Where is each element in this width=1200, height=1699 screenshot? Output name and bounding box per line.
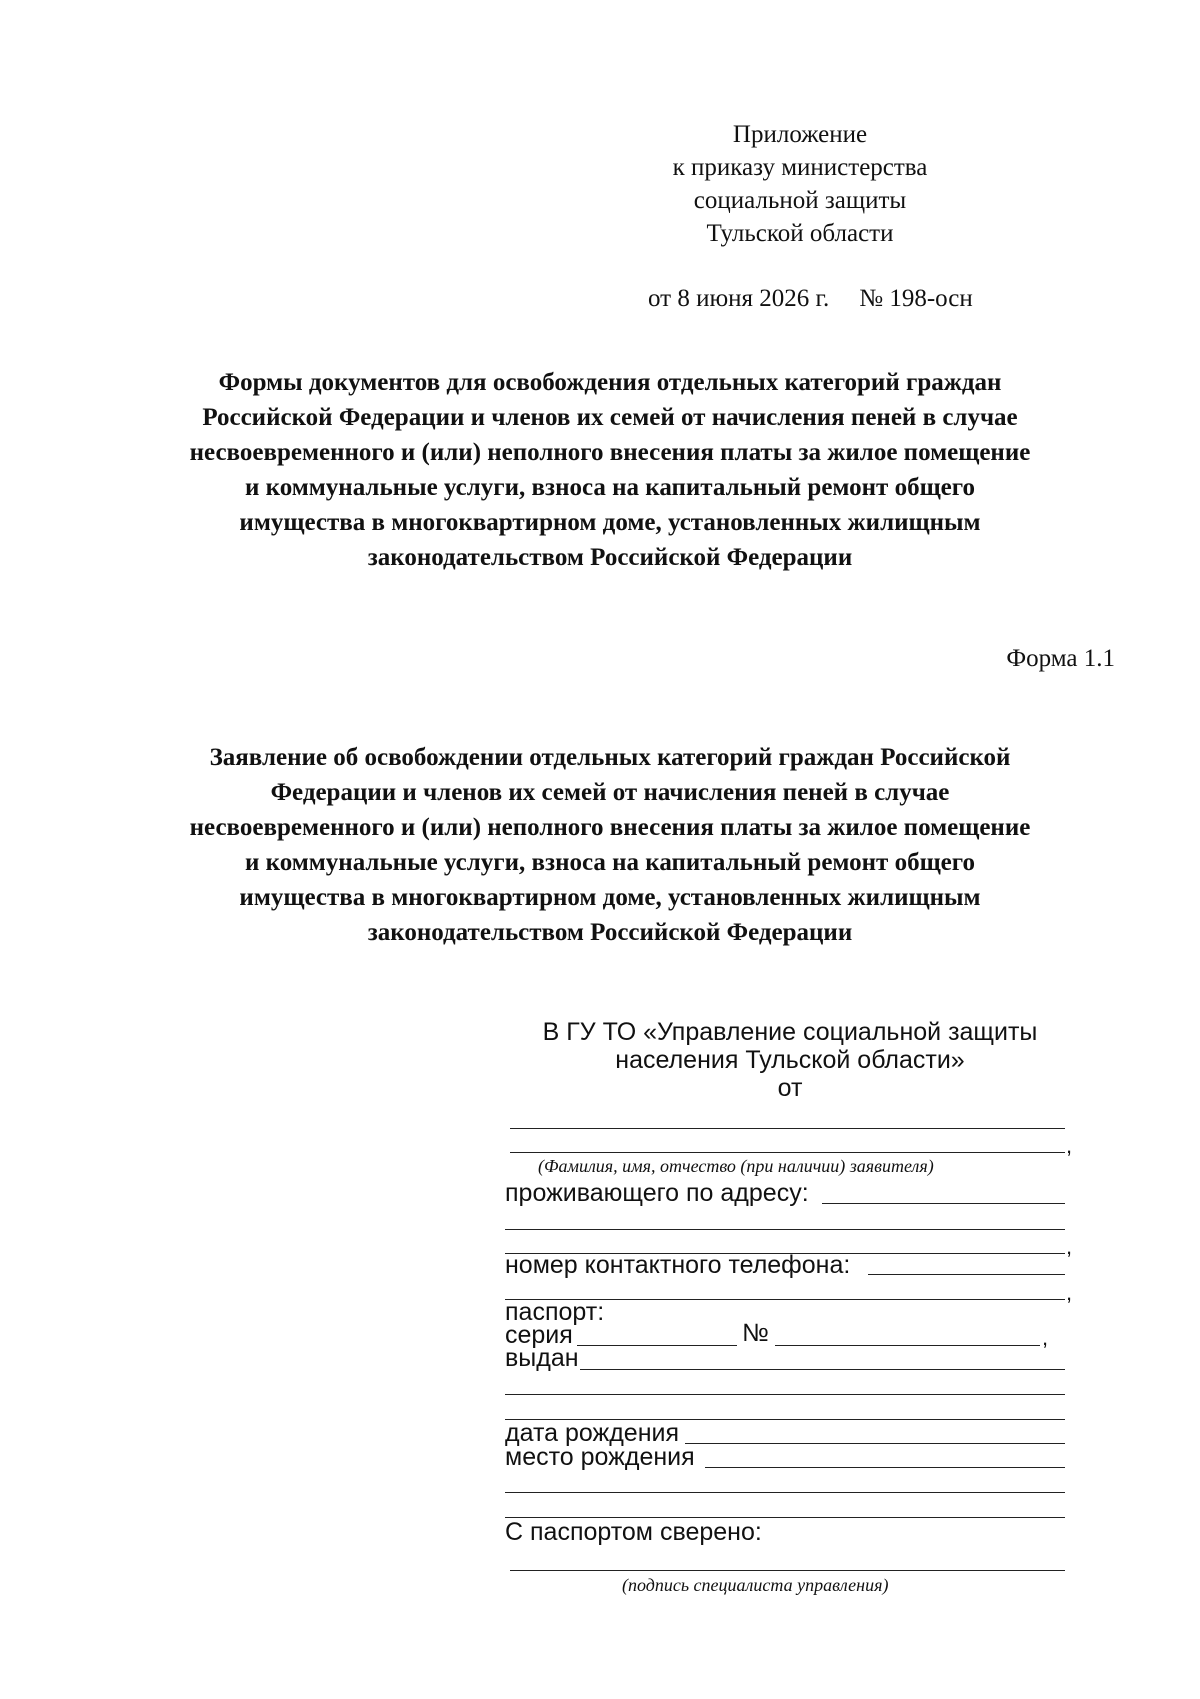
approval-line: Тульской области [706, 220, 894, 247]
phone-label: номер контактного телефона: [505, 1251, 851, 1279]
heading-line: Российской Федерации и членов их семей от начисления пеней в случае [202, 404, 1018, 431]
applicant-name-field[interactable] [510, 1128, 1065, 1129]
comma: , [1066, 1280, 1073, 1305]
signature-caption: (подпись специалиста управления) [622, 1575, 889, 1595]
heading-line: законодательством Российской Федерации [367, 919, 853, 946]
address-label: проживающего по адресу: [505, 1179, 809, 1207]
issued-field[interactable] [580, 1369, 1065, 1370]
form-number: Форма 1.1 [1006, 645, 1115, 672]
birth-place-label: место рождения [505, 1443, 695, 1471]
heading-line: несвоевременного и (или) неполного внесения платы за жилое помещение [189, 814, 1031, 841]
passport-series-field[interactable] [577, 1345, 737, 1346]
birth-date-field[interactable] [685, 1443, 1065, 1444]
heading-line: Федерации и членов их семей от начисления пеней в случае [270, 779, 950, 806]
address-field[interactable] [505, 1229, 1065, 1230]
heading-line: Формы документов для освобождения отдельных категорий граждан [218, 369, 1002, 396]
comma: , [1066, 1234, 1073, 1259]
passport-label: паспорт: [505, 1298, 605, 1326]
recipient-line: населения Тульской области» [615, 1046, 965, 1074]
main-heading [115, 365, 1105, 575]
order-date: от 8 июня 2026 г. [648, 285, 830, 312]
issued-label: выдан [505, 1344, 579, 1372]
heading-line: законодательством Российской Федерации [367, 544, 853, 571]
heading-line: Заявление об освобождении отдельных категорий граждан Российской [209, 744, 1011, 771]
applicant-name-field[interactable] [510, 1152, 1065, 1153]
heading-line: имущества в многоквартирном доме, установленных жилищным [239, 509, 981, 536]
approval-line: социальной защиты [693, 187, 907, 214]
address-field[interactable] [822, 1203, 1065, 1204]
series-label: серия [505, 1321, 573, 1349]
heading-line: имущества в многоквартирном доме, установленных жилищным [239, 884, 981, 911]
heading-line: и коммунальные услуги, взноса на капитальный ремонт общего [244, 849, 976, 876]
passport-verified-label: С паспортом сверено: [505, 1518, 762, 1546]
approval-block [620, 118, 980, 250]
birth-date-label: дата рождения [505, 1419, 680, 1447]
order-reference [648, 285, 973, 313]
passport-number-label: № [742, 1319, 769, 1347]
recipient-line: В ГУ ТО «Управление социальной защиты [542, 1018, 1038, 1046]
phone-field[interactable] [868, 1274, 1065, 1275]
birth-place-field[interactable] [705, 1467, 1065, 1468]
comma: , [1042, 1325, 1049, 1350]
issued-field[interactable] [505, 1394, 1065, 1395]
birth-place-field[interactable] [505, 1492, 1065, 1493]
specialist-signature-field[interactable] [510, 1570, 1065, 1571]
form-heading [115, 740, 1105, 950]
recipient-line: от [777, 1074, 803, 1102]
approval-line: Приложение [732, 121, 868, 148]
heading-line: и коммунальные услуги, взноса на капитальный ремонт общего [244, 474, 976, 501]
order-number: № 198-осн [859, 285, 973, 312]
applicant-name-caption: (Фамилия, имя, отчество (при наличии) заявителя) [538, 1156, 934, 1176]
approval-line: к приказу министерства [672, 154, 928, 181]
passport-number-field[interactable] [775, 1345, 1040, 1346]
recipient-block [520, 1018, 1060, 1102]
comma: , [1066, 1133, 1073, 1158]
heading-line: несвоевременного и (или) неполного внесения платы за жилое помещение [189, 439, 1031, 466]
